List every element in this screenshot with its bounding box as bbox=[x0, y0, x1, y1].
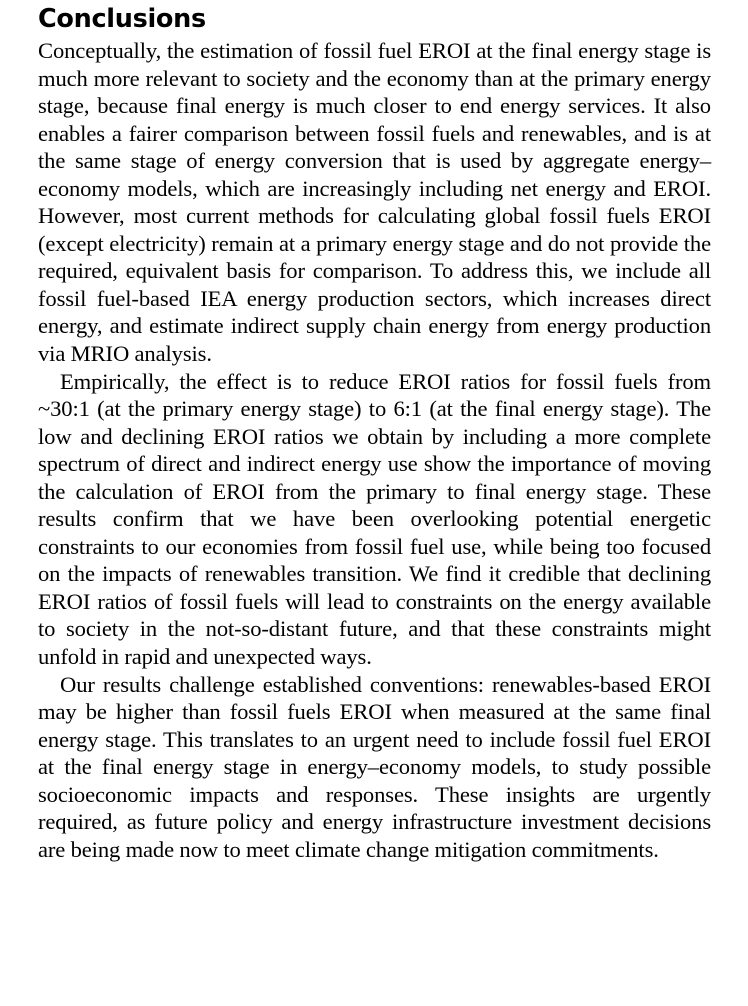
paragraph-3: Our results challenge established conventions: renewables-based EROI may be higher than fossil fuels EROI when measured at the same final energy stage. This translates to an urgent need to include fossil fuel EROI at the final energy stage in energy–economy models, to study possible socioeconomic impacts and responses. These insights are urgently required, as future policy and energy infrastructure investment decisions are being made now to meet climate change mitigation commitments. bbox=[38, 671, 711, 862]
text-column bbox=[38, 0, 711, 863]
page-title: Conclusions bbox=[38, 4, 206, 34]
paragraph-1: Conceptually, the estimation of fossil fuel EROI at the final energy stage is much more relevant to society and the economy than at the primary energy stage, because final energy is much closer to end energy services. It also enables a fairer comparison between fossil fuels and renewables, and is at the same stage of energy conversion that is used by aggregate energy–economy models, which are increasingly including net energy and EROI. However, most current methods for calculating global fossil fuels EROI (except electricity) remain at a primary energy stage and do not provide the required, equivalent basis for comparison. To address this, we include all fossil fuel-based IEA energy production sectors, which increases direct energy, and estimate indirect supply chain energy from energy production via MRIO analysis. bbox=[38, 38, 711, 367]
paragraph-2: Empirically, the effect is to reduce EROI ratios for fossil fuels from ~30:1 (at the primary energy stage) to 6:1 (at the final energy stage). The low and declining EROI ratios we obtain by including a more complete spectrum of direct and indirect energy use show the importance of moving the calculation of EROI from the primary to final energy stage. These results confirm that we have been overlooking potential energetic constraints to our economies from fossil fuel use, while being too focused on the impacts of renewables transition. We find it credible that declining EROI ratios of fossil fuels will lead to constraints on the energy available to society in the not-so-distant future, and that these constraints might unfold in rapid and unexpected ways. bbox=[38, 368, 711, 670]
